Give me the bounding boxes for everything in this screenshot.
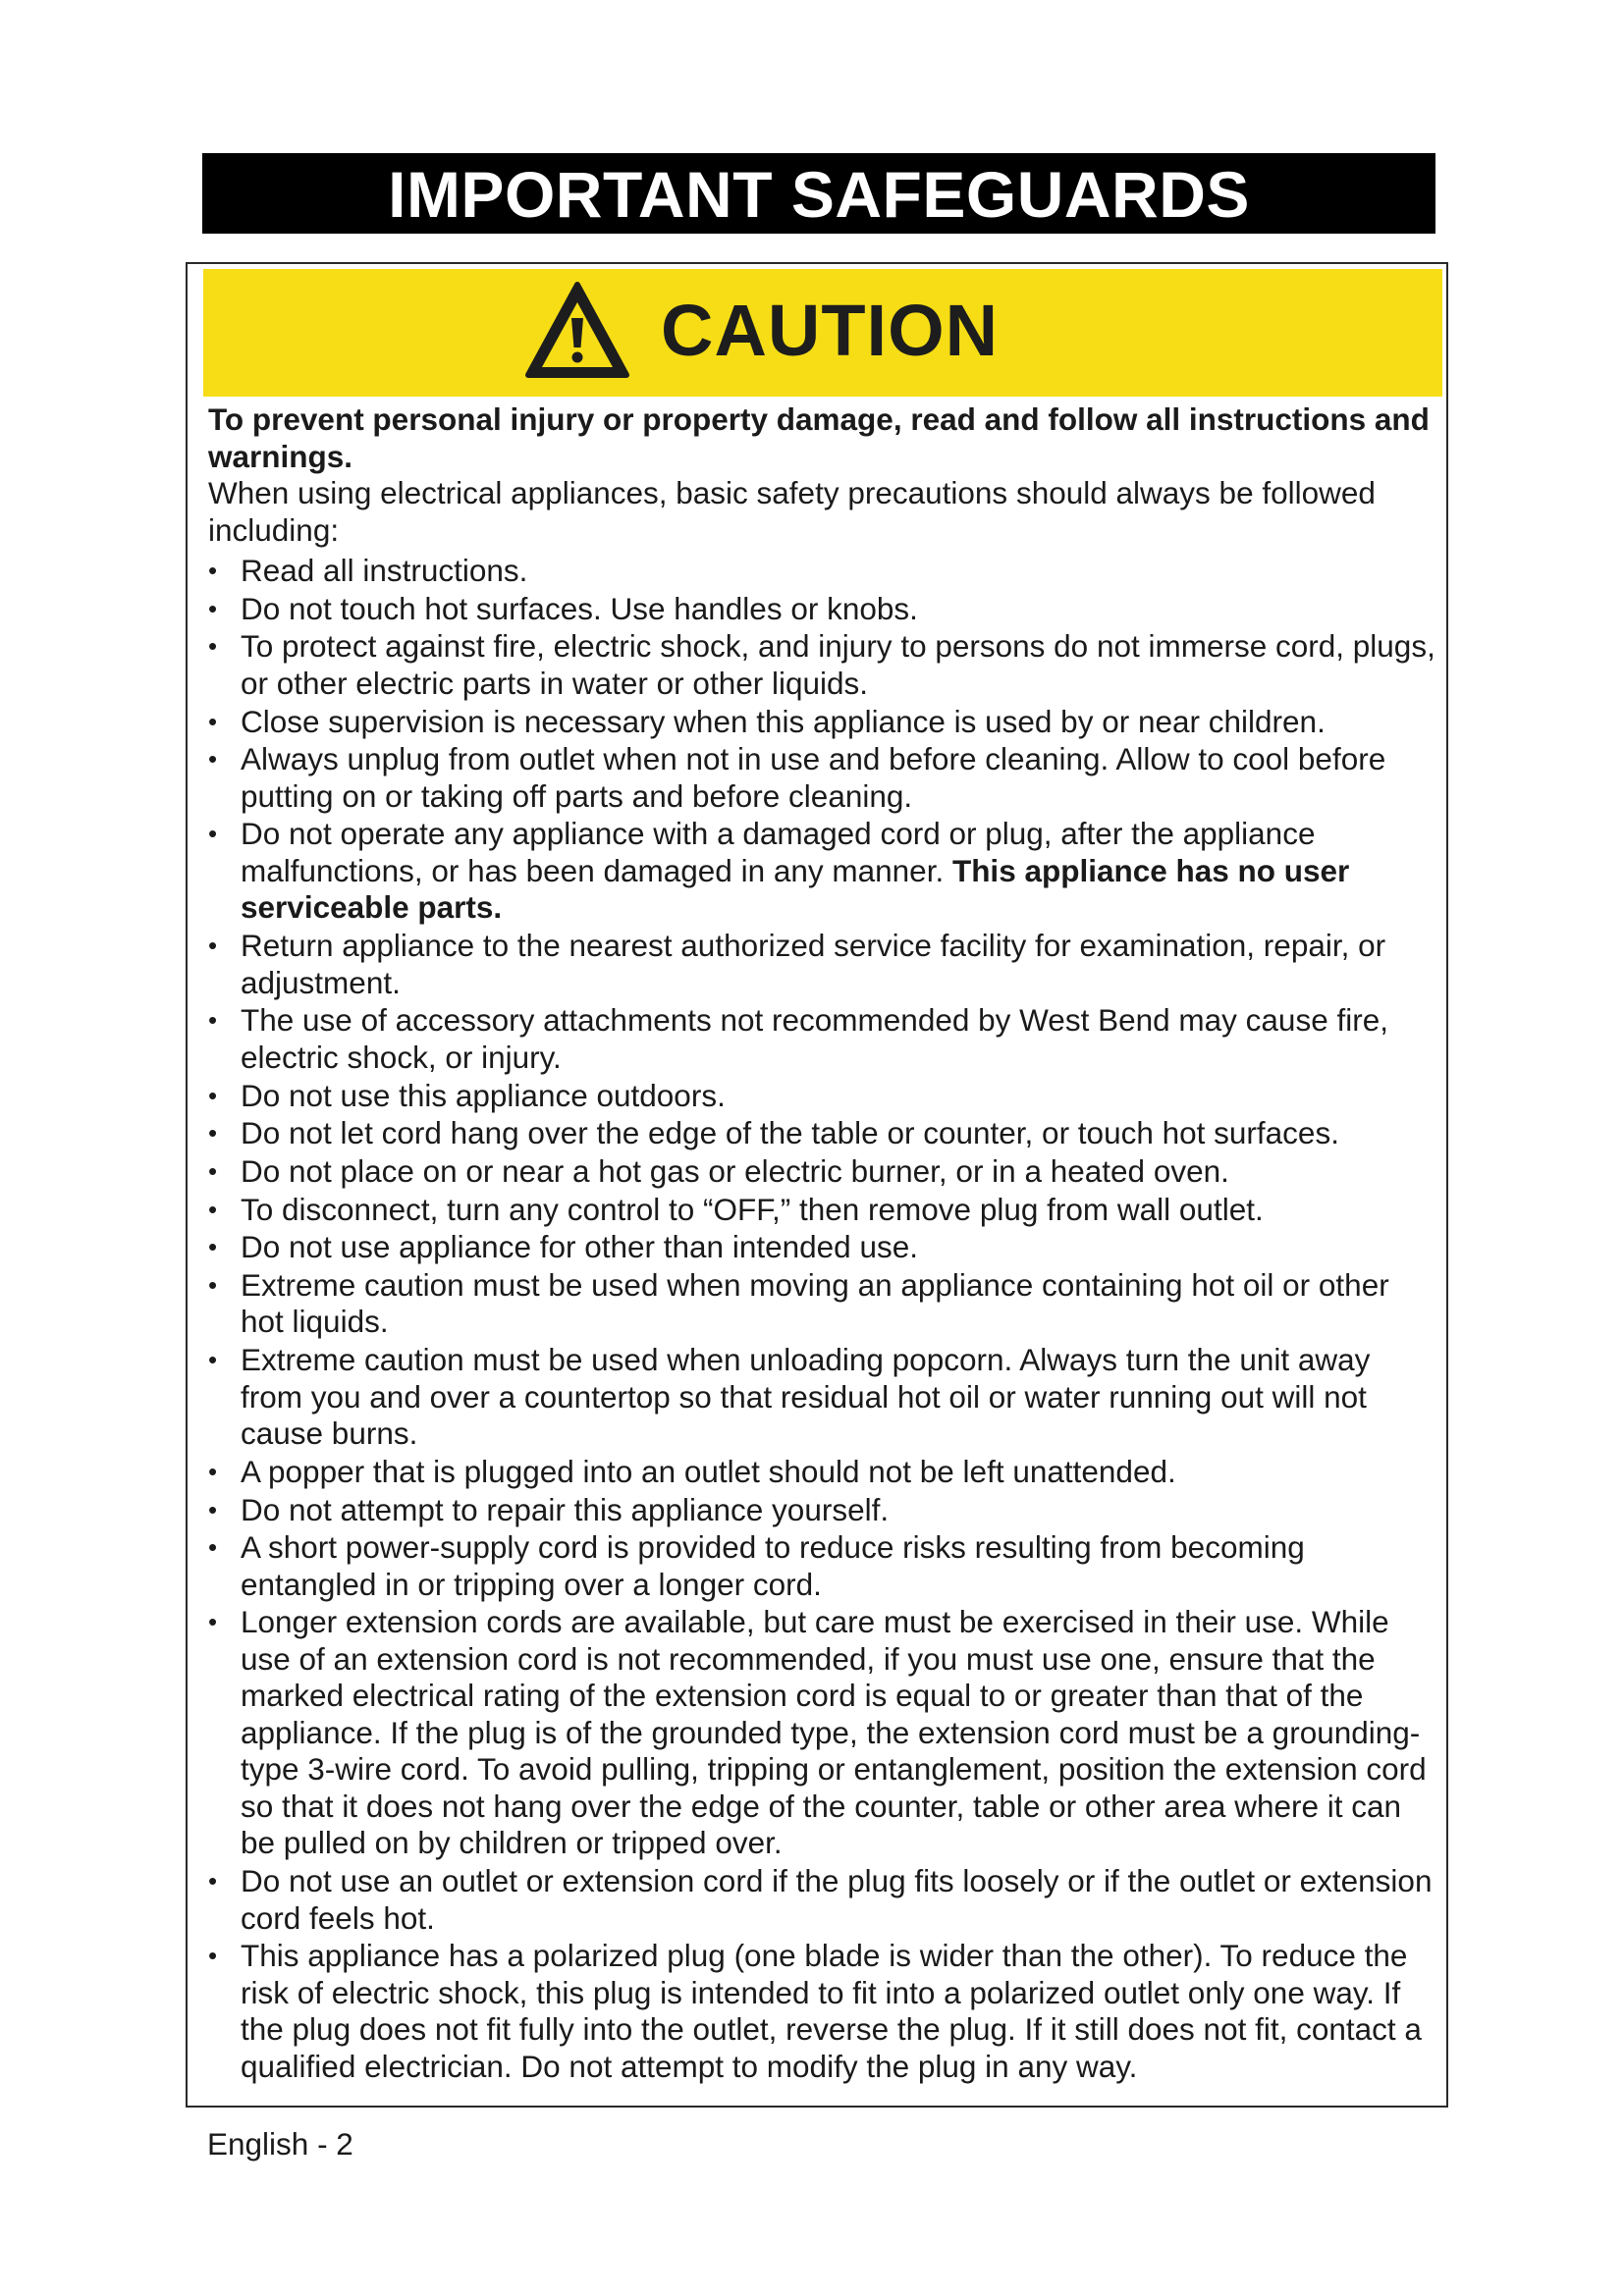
caution-banner bbox=[203, 269, 1442, 397]
list-item bbox=[208, 1492, 1435, 1529]
list-item bbox=[208, 1078, 1435, 1115]
list-item-text: Do not use an outlet or extension cord if the plug fits loosely or if the outlet or extension cord feels hot. bbox=[241, 1863, 1433, 1936]
list-item bbox=[208, 1229, 1435, 1266]
list-item bbox=[208, 1863, 1435, 1937]
list-item-text: Do not touch hot surfaces. Use handles or knobs. bbox=[241, 590, 918, 626]
list-item-text: Do not operate any appliance with a damaged cord or plug, after the appliance malfunctions, or has been damaged in any manner. bbox=[241, 816, 1316, 888]
list-item-text: A popper that is plugged into an outlet should not be left unattended. bbox=[241, 1453, 1176, 1489]
intro-text: When using electrical appliances, basic safety precautions should always be followed including: bbox=[208, 475, 1376, 548]
safeguards-box bbox=[186, 262, 1448, 2108]
list-item-text: Read all instructions. bbox=[241, 553, 528, 588]
list-item-text: To disconnect, turn any control to “OFF,” then remove plug from wall outlet. bbox=[241, 1191, 1264, 1227]
list-item bbox=[208, 1529, 1435, 1603]
list-item bbox=[208, 1938, 1435, 2085]
list-item-text: Do not let cord hang over the edge of the table or counter, or touch hot surfaces. bbox=[241, 1115, 1339, 1151]
list-item bbox=[208, 928, 1435, 1001]
page-number: English - 2 bbox=[207, 2126, 353, 2162]
list-item-text: Extreme caution must be used when unloading popcorn. Always turn the unit away from you and over a countertop so that residual hot oil or water running out will not cause burns. bbox=[241, 1342, 1371, 1452]
list-item-text: Close supervision is necessary when this appliance is used by or near children. bbox=[241, 703, 1326, 739]
list-item bbox=[208, 816, 1435, 927]
list-item-text: The use of accessory attachments not recommended by West Bend may cause fire, electric shock, or injury. bbox=[241, 1002, 1388, 1075]
list-item bbox=[208, 553, 1435, 590]
safeguards-content bbox=[208, 401, 1435, 2086]
list-item-text: A short power-supply cord is provided to reduce risks resulting from becoming entangled in or tripping over a longer cord. bbox=[241, 1529, 1305, 1602]
list-item bbox=[208, 591, 1435, 628]
caution-label: CAUTION bbox=[661, 290, 1000, 371]
safeguard-list bbox=[208, 553, 1435, 2085]
list-item-text: To protect against fire, electric shock, and injury to persons do not immerse cord, plugs, or other electric parts in water or other liquids. bbox=[241, 628, 1435, 701]
list-item bbox=[208, 1153, 1435, 1191]
list-item-text: Extreme caution must be used when moving an appliance containing hot oil or other hot liquids. bbox=[241, 1266, 1389, 1340]
list-item bbox=[208, 1002, 1435, 1076]
list-item-text: Do not use this appliance outdoors. bbox=[241, 1077, 726, 1113]
list-item bbox=[208, 628, 1435, 702]
page-title: IMPORTANT SAFEGUARDS bbox=[388, 158, 1250, 231]
list-item bbox=[208, 1604, 1435, 1862]
list-item-text: Always unplug from outlet when not in use and before cleaning. Allow to cool before putting on or taking off parts and before cleaning. bbox=[241, 741, 1386, 814]
list-item-text: Do not use appliance for other than intended use. bbox=[241, 1229, 918, 1265]
title-bar bbox=[202, 153, 1435, 234]
list-item bbox=[208, 741, 1435, 815]
lead-warning: To prevent personal injury or property damage, read and follow all instructions and warnings. bbox=[208, 401, 1430, 474]
list-item-bold-text: This appliance has no user serviceable parts. bbox=[241, 852, 1350, 926]
list-item bbox=[208, 1192, 1435, 1229]
list-item-text: This appliance has a polarized plug (one blade is wider than the other). To reduce the risk of electric shock, this plug is intended to fit into a polarized outlet only one way. If the plug does not fit fully into the outlet, reverse the plug. If it still does not fit, contact a qualified electrician. Do not attempt to modify the plug in any way. bbox=[241, 1938, 1422, 2084]
list-item-text: Do not attempt to repair this appliance yourself. bbox=[241, 1491, 890, 1527]
list-item-text: Longer extension cords are available, but care must be exercised in their use. While use of an extension cord is not recommended, if you must use one, ensure that the marked electrical rating of the extension cord is equal to or greater than that of the appliance. If the plug is of the grounded type, the extension cord must be a grounding-type 3-wire cord. To avoid pulling, tripping or entanglement, position the extension cord so that it does not hang over the edge of the counter, table or other area where it can be pulled on by children or tripped over. bbox=[241, 1604, 1427, 1861]
list-item-text: Return appliance to the nearest authorized service facility for examination, repair, or adjustment. bbox=[241, 928, 1386, 1000]
list-item-text: Do not place on or near a hot gas or electric burner, or in a heated oven. bbox=[241, 1152, 1229, 1189]
list-item bbox=[208, 1342, 1435, 1453]
list-item bbox=[208, 1115, 1435, 1152]
list-item bbox=[208, 704, 1435, 741]
list-item bbox=[208, 1454, 1435, 1491]
list-item bbox=[208, 1267, 1435, 1341]
warning-triangle-icon bbox=[524, 281, 630, 379]
